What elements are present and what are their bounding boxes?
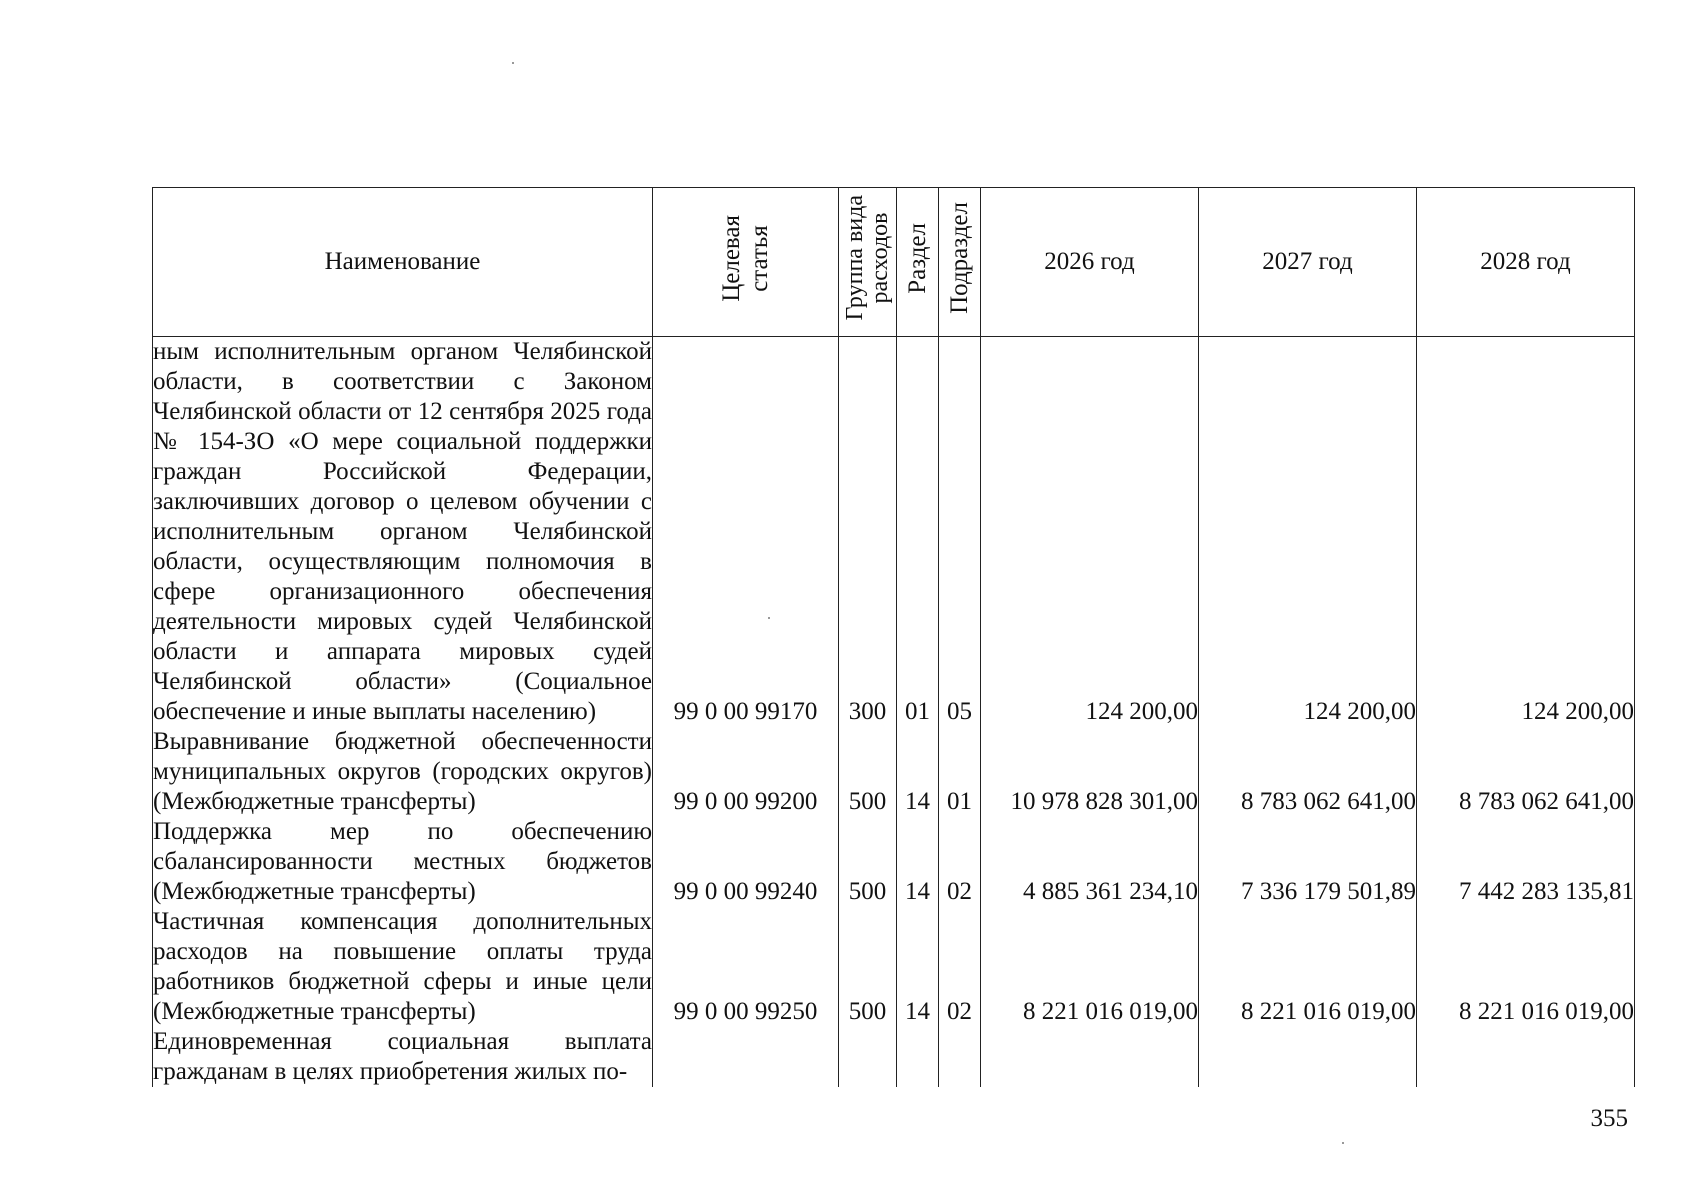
scan-speck bbox=[512, 62, 514, 64]
row-section: 14 bbox=[897, 727, 939, 817]
row-amount-2027: 124 200,00 bbox=[1199, 337, 1417, 728]
row-name: Выравнивание бюджетной обеспеченности муниципальных округов (городских округов) (Межбюджетные трансферты) bbox=[153, 728, 652, 815]
header-section: Раздел bbox=[897, 188, 939, 337]
row-expense-group: 500 bbox=[839, 907, 897, 1027]
row-amount-2026 bbox=[981, 1027, 1199, 1087]
row-expense-group: 500 bbox=[839, 817, 897, 907]
budget-table bbox=[152, 187, 1635, 1087]
header-2028: 2028 год bbox=[1417, 188, 1635, 337]
row-subsection: 05 bbox=[939, 337, 981, 728]
budget-table-container bbox=[152, 187, 1634, 1087]
row-target-article: 99 0 00 99170 bbox=[653, 337, 839, 728]
row-target-article: 99 0 00 99200 bbox=[653, 727, 839, 817]
row-amount-2027 bbox=[1199, 1027, 1417, 1087]
row-subsection: 02 bbox=[939, 817, 981, 907]
table-row bbox=[153, 1027, 1635, 1087]
row-section: 14 bbox=[897, 907, 939, 1027]
header-target-article: Целевая статья bbox=[653, 188, 839, 337]
row-amount-2026: 10 978 828 301,00 bbox=[981, 727, 1199, 817]
row-amount-2028: 7 442 283 135,81 bbox=[1417, 817, 1635, 907]
row-target-article bbox=[653, 1027, 839, 1087]
row-name: Единовременная социальная выплата гражданам в целях приобретения жилых по- bbox=[153, 1028, 652, 1085]
row-section: 14 bbox=[897, 817, 939, 907]
table-row bbox=[153, 907, 1635, 1027]
table-row bbox=[153, 337, 1635, 728]
row-name: Частичная компенсация дополнительных расходов на повышение оплаты труда работников бюджетной сферы и иные цели (Межбюджетные трансферты) bbox=[153, 908, 652, 1025]
row-amount-2028 bbox=[1417, 1027, 1635, 1087]
row-subsection: 02 bbox=[939, 907, 981, 1027]
row-amount-2026: 124 200,00 bbox=[981, 337, 1199, 728]
page-number: 355 bbox=[1590, 1105, 1628, 1132]
row-target-article: 99 0 00 99250 bbox=[653, 907, 839, 1027]
row-name: Поддержка мер по обеспечению сбалансированности местных бюджетов (Межбюджетные трансферты) bbox=[153, 818, 652, 905]
row-amount-2027: 8 221 016 019,00 bbox=[1199, 907, 1417, 1027]
row-expense-group: 500 bbox=[839, 727, 897, 817]
table-row bbox=[153, 727, 1635, 817]
header-row bbox=[153, 188, 1635, 337]
row-amount-2026: 4 885 361 234,10 bbox=[981, 817, 1199, 907]
header-2026: 2026 год bbox=[981, 188, 1199, 337]
row-amount-2028: 124 200,00 bbox=[1417, 337, 1635, 728]
row-amount-2028: 8 221 016 019,00 bbox=[1417, 907, 1635, 1027]
row-target-article: 99 0 00 99240 bbox=[653, 817, 839, 907]
row-amount-2028: 8 783 062 641,00 bbox=[1417, 727, 1635, 817]
row-expense-group bbox=[839, 1027, 897, 1087]
row-section bbox=[897, 1027, 939, 1087]
header-2027: 2027 год bbox=[1199, 188, 1417, 337]
header-subsection: Подраздел bbox=[939, 188, 981, 337]
scan-speck bbox=[1342, 1142, 1344, 1144]
row-amount-2026: 8 221 016 019,00 bbox=[981, 907, 1199, 1027]
row-name: ным исполнительным органом Челябинской области, в соответствии с Законом Челябинской области от 12 сентября 2025 года № 154-ЗО «О мере социальной поддержки граждан Российской Федерации, заключивших договор о целевом обучении с исполнительным органом Челябинской области, осуществляющим полномочия в сфере организационного обеспечения деятельности мировых судей Челябинской области и аппарата мировых судей Челябинской области» (Социальное обеспечение и иные выплаты населению) bbox=[153, 338, 652, 725]
row-section: 01 bbox=[897, 337, 939, 728]
row-amount-2027: 8 783 062 641,00 bbox=[1199, 727, 1417, 817]
row-expense-group: 300 bbox=[839, 337, 897, 728]
row-subsection: 01 bbox=[939, 727, 981, 817]
row-amount-2027: 7 336 179 501,89 bbox=[1199, 817, 1417, 907]
table-row bbox=[153, 817, 1635, 907]
row-subsection bbox=[939, 1027, 981, 1087]
header-name: Наименование bbox=[153, 188, 653, 337]
header-expense-group: Группа вида расходов bbox=[839, 188, 897, 337]
